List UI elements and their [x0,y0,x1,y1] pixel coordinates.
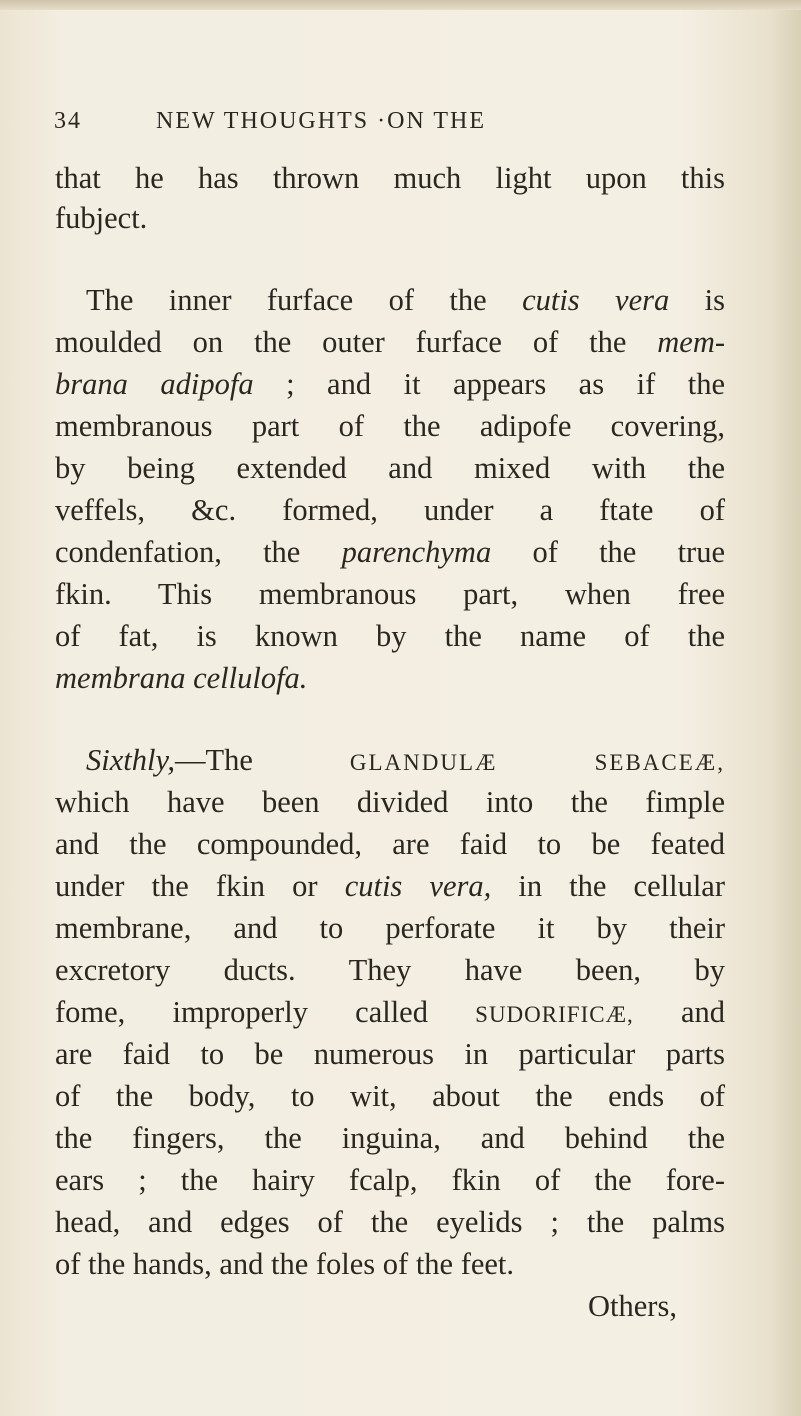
text-line: and the compounded, are faid to be feated [55,827,725,861]
text-line: the fingers, the inguina, and behind the [55,1121,725,1155]
running-head: NEW THOUGHTS ·ON THE [156,108,486,134]
text-line: Sixthly,—The GLANDULÆ SEBACEÆ, [86,743,726,777]
page-top-edge [0,0,801,10]
text-line: moulded on the outer furface of the mem- [55,325,725,359]
text-line: which have been divided into the fimple [55,785,725,819]
page-header [54,108,754,142]
text-line: fome, improperly called SUDORIFICÆ, and [55,995,725,1029]
text-line: are faid to be numerous in particular parts [55,1037,725,1071]
text-line: ears ; the hairy fcalp, fkin of the fore- [55,1163,725,1197]
text-line: under the fkin or cutis vera, in the cellular [55,869,725,903]
text-line: that he has thrown much light upon this [55,161,725,195]
text-line: condenfation, the parenchyma of the true [55,535,725,569]
text-line: excretory ducts. They have been, by [55,953,725,987]
text-line: veffels, &c. formed, under a ftate of [55,493,725,527]
text-line: membrane, and to perforate it by their [55,911,725,945]
text-line: by being extended and mixed with the [55,451,725,485]
text-line: of fat, is known by the name of the [55,619,725,653]
text-line: membrana cellulofa. [55,661,308,695]
text-line: head, and edges of the eyelids ; the palms [55,1205,725,1239]
text-line: fubject. [55,201,148,235]
page-number: 34 [54,108,82,134]
text-line: fkin. This membranous part, when free [55,577,725,611]
text-line: brana adipofa ; and it appears as if the [55,367,725,401]
text-line: membranous part of the adipofe covering, [55,409,725,443]
catchword: Others, [588,1289,677,1323]
text-line: of the hands, and the foles of the feet. [55,1247,515,1281]
text-line: of the body, to wit, about the ends of [55,1079,725,1113]
text-line: The inner furface of the cutis vera is [86,283,726,317]
